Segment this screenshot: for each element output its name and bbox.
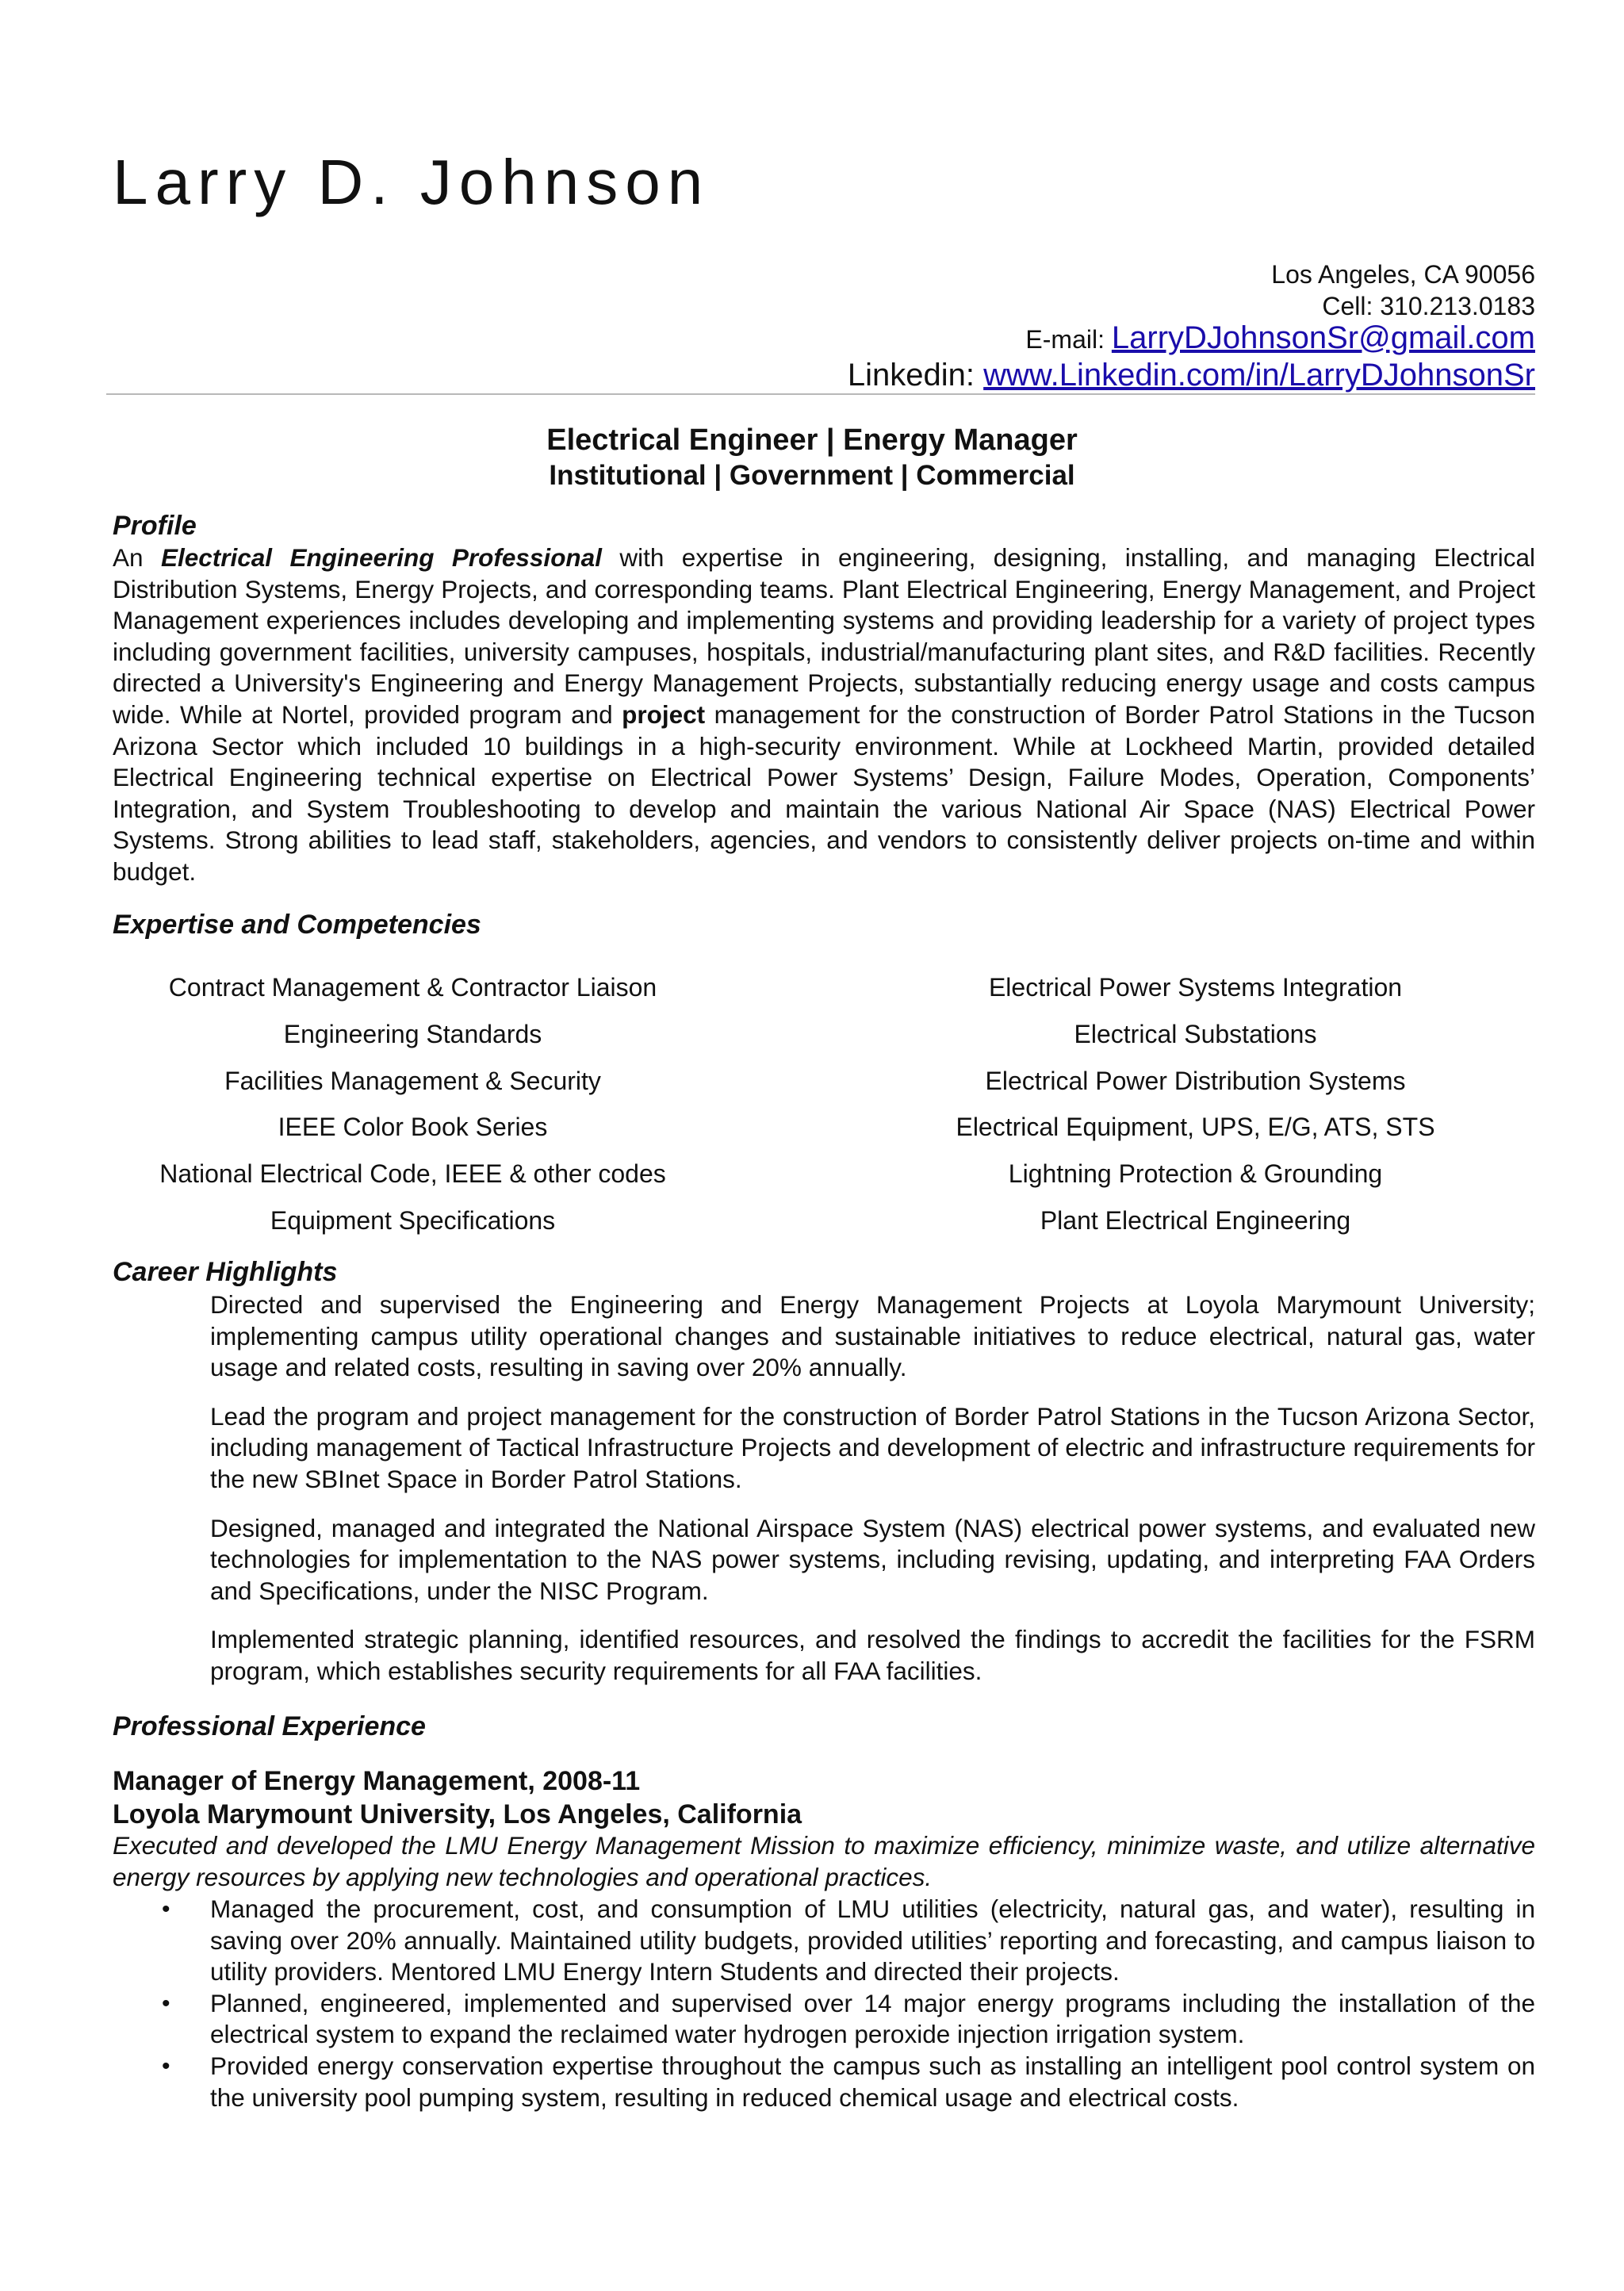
headline-title: Electrical Engineer | Energy Manager: [546, 423, 1078, 457]
expertise-item: Equipment Specifications: [270, 1205, 556, 1235]
job-bullet: [113, 1894, 1535, 1988]
job-bullet-text: Managed the procurement, cost, and consumption of LMU utilities (electricity, natural gas, and water), resulting in saving over 20% annually. Maintained utility budgets, provided utilities’ reporting and forecasting, and campus liaison to utility providers. Mentored LMU Energy Intern Students and directed their projects.: [210, 1894, 1535, 1986]
job-title: Manager of Energy Management, 2008-11: [113, 1766, 641, 1796]
expertise-item: Lightning Protection & Grounding: [1008, 1159, 1383, 1189]
expertise-item: Electrical Power Distribution Systems: [985, 1066, 1406, 1095]
headline-subtitle: Institutional | Government | Commercial: [549, 460, 1075, 491]
expertise-right-column: [824, 964, 1535, 1244]
cell-phone: Cell: 310.213.0183: [1322, 292, 1535, 320]
contact-block: [848, 259, 1535, 395]
highlight-item: Designed, managed and integrated the National Airspace System (NAS) electrical power systems, and evaluated new technologies for implementation to the NAS power systems, including revising, updating, and interpreting FAA Orders and Specifications, under the NISC Program.: [210, 1513, 1535, 1605]
profile-text: [113, 542, 1535, 888]
address: Los Angeles, CA 90056: [1271, 260, 1535, 289]
expertise-item: National Electrical Code, IEEE & other codes: [159, 1159, 666, 1189]
highlight-item: Lead the program and project management for the construction of Border Patrol Stations in the Tucson Arizona Sector, including management of Tactical Infrastructure Projects and development of electric and infrastructure requirements for the new SBInet Space in Border Patrol Stations.: [210, 1401, 1535, 1493]
bullet-dot: •: [162, 1990, 170, 2017]
experience-heading: Professional Experience: [113, 1711, 426, 1741]
job-bullet-text: Provided energy conservation expertise throughout the campus such as installing an intelligent pool control system on the university pool pumping system, resulting in reduced chemical usage and electrical costs.: [210, 2051, 1535, 2112]
expertise-item: Electrical Equipment, UPS, E/G, ATS, STS: [956, 1113, 1435, 1142]
email-link[interactable]: LarryDJohnsonSr@gmail.com: [1111, 320, 1535, 355]
expertise-item: Electrical Substations: [1074, 1019, 1317, 1048]
linkedin-link[interactable]: www.Linkedin.com/in/LarryDJohnsonSr: [983, 358, 1535, 393]
email-row: [848, 322, 1535, 355]
expertise-item: Engineering Standards: [283, 1019, 542, 1048]
bullet-dot: •: [162, 2052, 170, 2079]
highlights-list: [210, 1289, 1535, 1705]
expertise-item: Facilities Management & Security: [224, 1066, 601, 1095]
profile-text-part2: management for the construction of Border Patrol Stations in the Tucson Arizona Sector which included 10 buildings in a high-security environment. While at Lockheed Martin, provided detailed Electrical Engineering technical expertise on Electrical Power Systems’ Design, Failure Modes, Operation, Components’ Integration, and System Troubleshooting to develop and maintain the various National Air Space (NAS) Electrical Power Systems. Strong abilities to lead staff, stakeholders, agencies, and vendors to consistently deliver projects on-time and within budget.: [113, 699, 1535, 886]
bullet-dot: •: [162, 1896, 170, 1922]
expertise-heading: Expertise and Competencies: [113, 910, 481, 940]
job-bullet: [113, 2051, 1535, 2113]
profile-heading: Profile: [113, 511, 197, 541]
job-bullet: [113, 1988, 1535, 2051]
expertise-item: Electrical Power Systems Integration: [988, 973, 1403, 1002]
headline: [0, 422, 1624, 493]
job-bullet-text: Planned, engineered, implemented and supervised over 14 major energy programs including the installation of the electrical system to expand the reclaimed water hydrogen peroxide injection irrigation system.: [210, 1988, 1535, 2049]
expertise-item: IEEE Color Book Series: [278, 1113, 548, 1142]
expertise-left-column: [113, 964, 824, 1244]
highlights-heading: Career Highlights: [113, 1257, 338, 1287]
header-divider: [106, 393, 1535, 395]
expertise-item: Contract Management & Contractor Liaison: [168, 973, 657, 1002]
linkedin-label: Linkedin:: [847, 358, 984, 393]
expertise-item: Plant Electrical Engineering: [1040, 1205, 1351, 1235]
candidate-name: Larry D. Johnson: [113, 147, 710, 217]
job-employer: Loyola Marymount University, Los Angeles, California: [113, 1799, 802, 1829]
highlight-item: Directed and supervised the Engineering and Energy Management Projects at Loyola Marymount University; implementing campus utility operational changes and sustainable initiatives to reduce electrical, natural gas, water usage and related costs, resulting in saving over 20% annually.: [210, 1290, 1535, 1382]
expertise-grid: [113, 964, 1535, 1244]
email-label: E-mail:: [1025, 325, 1112, 354]
job-header: [113, 1764, 802, 1831]
linkedin-row: [848, 355, 1535, 395]
job-bullets: [113, 1894, 1535, 2113]
profile-emphasis: Electrical Engineering Professional: [160, 543, 602, 572]
profile-bold-word: project: [622, 699, 706, 729]
highlight-item: Implemented strategic planning, identified resources, and resolved the findings to accredit the facilities for the FSRM program, which establishes security requirements for all FAA facilities.: [210, 1625, 1535, 1685]
job-summary: Executed and developed the LMU Energy Management Mission to maximize efficiency, minimize waste, and utilize alternative energy resources by applying new technologies and operational practices.: [113, 1831, 1535, 1891]
profile-intro: An: [113, 543, 161, 572]
profile-text-part1: with expertise in engineering, designing, installing, and managing Electrical Distribution Systems, Energy Projects, and corresponding teams. Plant Electrical Engineering, Energy Management, and Project Management experiences includes developing and implementing systems and providing leadership for a variety of project types including government facilities, university campuses, hospitals, industrial/manufacturing plant sites, and R&D facilities. Recently directed a University's Engineering and Energy Management Projects, substantially reducing energy usage and costs campus wide. While at Nortel, provided program and: [113, 543, 1536, 729]
